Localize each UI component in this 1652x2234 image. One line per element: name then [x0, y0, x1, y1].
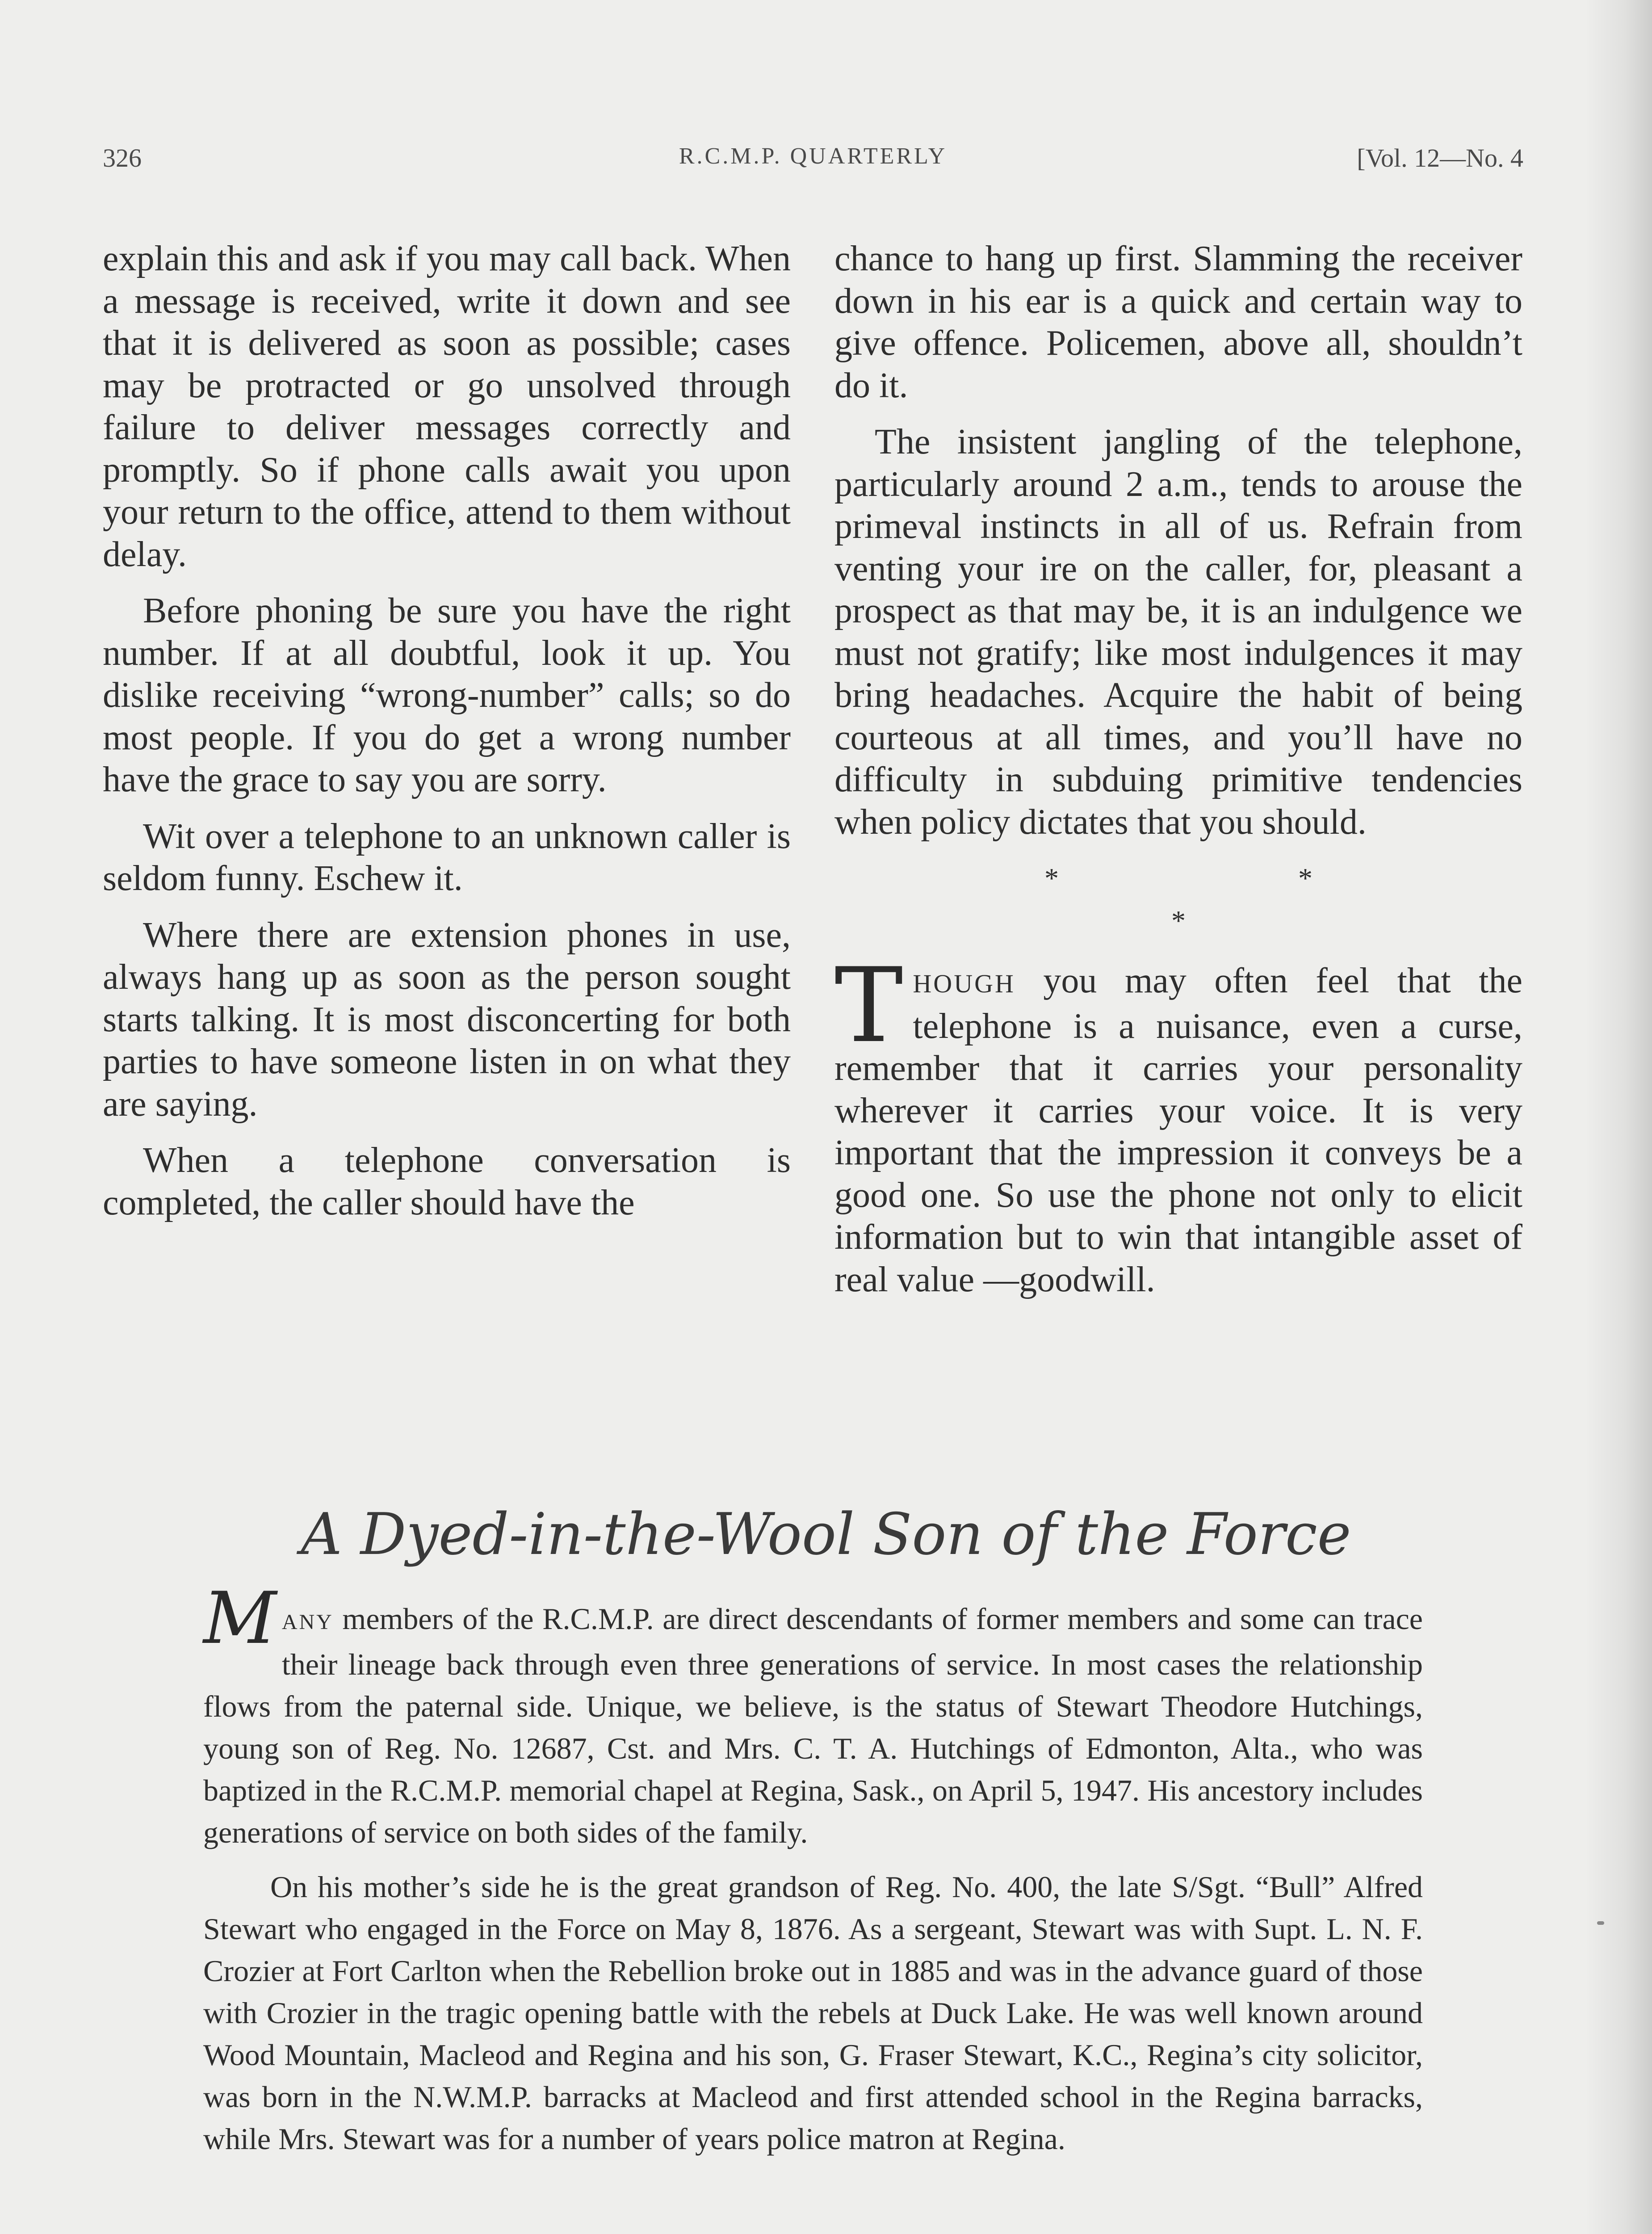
article-paragraph: On his mother’s side he is the great grandson of Reg. No. 400, the late S/Sgt. “Bull” Alfred Stewart who engaged in the Force on May 8, 1876. As a sergeant, Stewart was with Supt. L. N. F. Crozier at Fort Carlton when the Rebellion broke out in 1885 and was in the advance guard of those with Crozier in the tragic opening battle with the rebels at Duck Lake. He was well known around Wood Mountain, Macleod and Regina and his son, G. Fraser Stewart, K.C., Regina’s city solicitor, was born in the N.W.M.P. barracks at Macleod and first attended school in the Regina barracks, while Mrs. Stewart was for a number of years police matron at Regina. [203, 1870, 1423, 2156]
section-separator: * * * [1044, 862, 1429, 936]
article-body [203, 1576, 1423, 2172]
paragraph: chance to hang up first. Slamming the receiver down in his ear is a quick and certain way to give offence. Policemen, above all, shouldn’t do it. [834, 239, 1522, 405]
drop-cap: M [203, 1576, 277, 1660]
small-caps-lead: HOUGH [913, 969, 1015, 998]
small-caps-lead: ANY [281, 1610, 334, 1634]
paragraph: Before phoning be sure you have the right number. If at all doubtful, look it up. You dislike receiving “wrong-number” calls; so do most people. If you do get a wrong number have the grace to say you are sorry. [103, 591, 791, 799]
closing-paragraph [834, 946, 1522, 1301]
paragraph: Wit over a telephone to an unknown caller is seldom funny. Eschew it. [103, 816, 791, 898]
issue-info: [Vol. 12—No. 4 [1357, 143, 1523, 172]
scan-speck [1597, 1921, 1604, 1925]
journal-title: R.C.M.P. QUARTERLY [679, 143, 948, 169]
article-paragraph [203, 1576, 1423, 1853]
closing-text: you may often feel that the telephone is a nuisance, even a curse, remember that it carries your personality wherever it carries your voice. It is very important that the impression it conveys be a good one. So use the phone not only to elicit information but to win that intangible asset of real value —goodwill. [834, 961, 1522, 1299]
paragraph: Where there are extension phones in use, always hang up as soon as the person sought starts talking. It is most disconcerting for both parties to have someone listen in on what they are saying. [103, 915, 791, 1124]
article-paragraph-text: members of the R.C.M.P. are direct descendants of former members and some can trace their lineage back through even three generations of service. In most cases the relationship flows from the paternal side. Unique, we believe, is the status of Stewart Theodore Hutchings, young son of Reg. No. 12687, Cst. and Mrs. C. T. A. Hutchings of Edmonton, Alta., who was baptized in the R.C.M.P. memorial chapel at Regina, Sask., on April 5, 1947. His ancestory includes generations of service on both sides of the family. [203, 1602, 1423, 1849]
paragraph: When a telephone conversation is completed, the caller should have the [103, 1141, 791, 1222]
running-header [103, 143, 1523, 188]
page-number: 326 [103, 143, 142, 172]
left-column [103, 238, 791, 1238]
paragraph: explain this and ask if you may call back. When a message is received, write it down and see that it is delivered as soon as possible; cases may be protracted or go unsolved through failure to deliver messages correctly and promptly. So if phone calls await you upon your return to the office, attend to them without delay. [103, 239, 791, 574]
paragraph: The insistent jangling of the telephone, particularly around 2 a.m., tends to arouse the primeval instincts in all of us. Refrain from venting your ire on the caller, for, pleasant a prospect as that may be, it is an indulgence we must not gratify; like most indulgences it may bring headaches. Acquire the habit of being courteous at all times, and you’ll have no difficulty in subduing primitive tendencies when policy dictates that you should. [834, 422, 1522, 842]
right-column [834, 238, 1522, 1315]
article-title: A Dyed-in-the-Wool Son of the Force [301, 1501, 1351, 1568]
drop-cap: T [834, 946, 903, 1066]
page-edge-shadow [1585, 0, 1652, 2234]
